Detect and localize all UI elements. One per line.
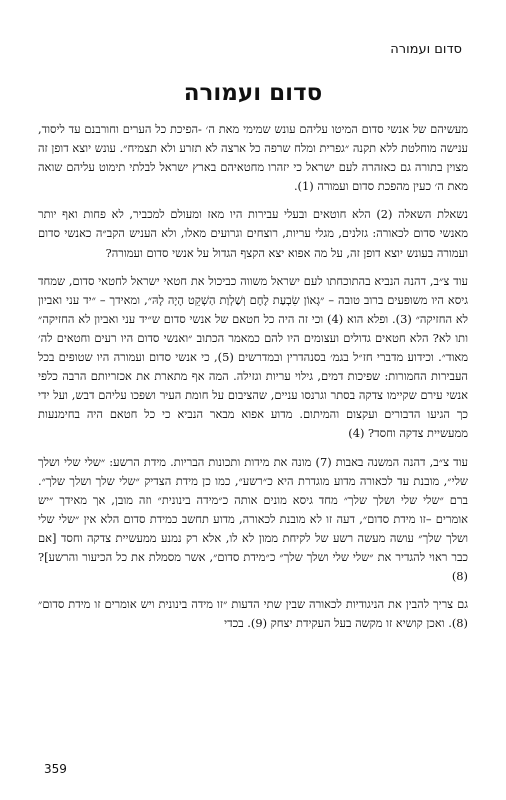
paragraph: נשאלת השאלה (2) הלא חוטאים ובעלי עבירות היו מאז ומעולם למכביר, לא פחות ואף יותר מאנשי סדום לכאורה: גזלנים, מגלי עריות, רוצחים וגרועים מאלו, ולא העניש הקב״ה כאנשי סדום ועמורה בעונש יוצא דופן זה, על מה אפוא יצא הקצף הגדול על אנשי סדום ועמורה? (38, 207, 468, 260)
paragraph: גם צריך להבין את הניגודיות לכאורה שבין שתי הדעות ״זו מידה בינונית ויש אומרים זו מידת סדום״ (8). ואכן קושיא זו מקשה בעל העקידת יצחק (9). בכדי (38, 597, 468, 631)
body-text (38, 120, 468, 642)
paragraph: מעשיהם של אנשי סדום המיטו עליהם עונש שמימי מאת ה׳ -הפיכת כל הערים וחורבנם עד ליסוד, ענישה מוחלטת ללא תקנה ״גפרית ומלח שרפה כל ארצה לא תזרע ולא תצמיח״. עונש יוצא דופן זה מצוין בתורה גם כאזהרה לעם ישראל כי יזהרו מחטאיהם בארץ ישראל לבלתי תימוט עליהם שואה מאת ה׳ כעין מהפכת סדום ועמורה (1). (38, 122, 468, 194)
paragraph: עוד צ״ב, דהנה המשנה באבות (7) מונה את מידות ותכונות הבריות. מידת הרשע: ״שלי שלי ושלך שלי״, מובנת עד לכאורה מדוע מוגדרת היא כ״רשע״, כמו כן מידת הצדיק ״שלי שלך ושלך שלך״. ברם ״שלי שלי ושלך שלך״ מחד גיסא מונים אותה כ״מידה בינונית״ וזה מובן, אך מאידך ״יש אומרים –זו מידת סדום״, דעה זו לא מובנת לכאורה, מדוע תחשב כמידת סדום הלא אין ״שלי שלי ושלך שלך״ עושה מעשה רשע של לקיחת ממון לא לו, אלא רק נמנע ממעשיית צדקה וחסד [אם כבר ראוי להגדיר את ״שלי שלי ושלך שלך״ כ״מידת סדום״, אשר מסמלת את כל הכיעור והרשע]? (8) (38, 454, 468, 584)
paragraph: עוד צ״ב, דהנה הנביא בהתוכחתו לעם ישראל משווה כביכול את חטאי ישראל לחטאי סדום, שמחד גיסא היו משופעים ברוב טובה – ״גְאוֹן שִׂבְעַת לֶחֶם וְשַׁלְוַת הַשְׁקֵט הָיָה לָהּ״, ומאידך – ״יד עני ואביון לא החזיקה״ (3). ופלא הוא (4) וכי זה היה כל חטאם של אנשי סדום ש״יד עני ואביון לא החזיקה״ ותו לא? הלא חטאים גדולים ועצומים היו להם כמאמר הכתוב ״ואנשי סדום היו רעים וחטאים לה׳ מאוד״. וכידוע מדברי חז״ל בגמ׳ בסנהדרין ובמדרשים (5), כי אנשי סדום ועמורה היו שטופים בכל העבירות החמורות: שפיכות דמים, גילוי עריות וגזילה. המה אף מתארת את אכזריותם הרבה כלפי אנשי עירם שקיימו צדקה בסתר וגרנסו עניים, שהציבום על חומת העיר ושפכו עליהם דבש, ועל ידי כך הגיעו הדבורים ועקצום והמיתום. מדוע אפוא מבאר הנביא כי כל חטאם היה בחימנעות ממעשיית צדקה וחסד? (4) (38, 273, 469, 441)
page-number: 359 (44, 762, 67, 776)
running-header: סדום ועמורה (390, 42, 462, 57)
chapter-title: סדום ועמורה (183, 80, 323, 106)
